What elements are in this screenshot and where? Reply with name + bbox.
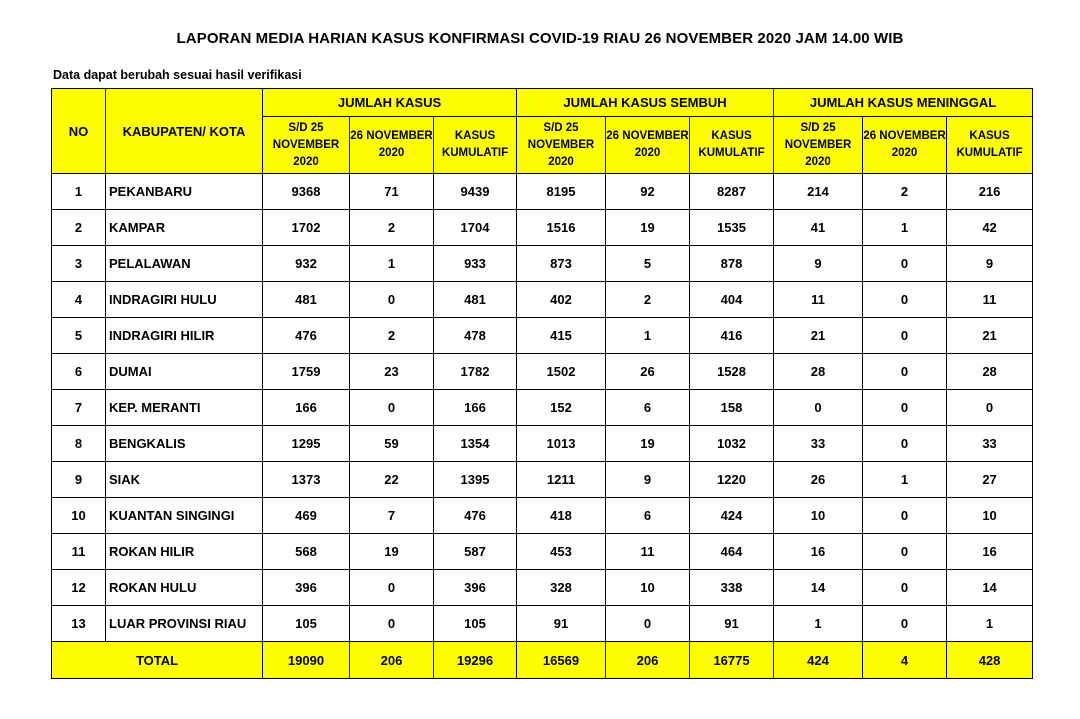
cell-deaths-cumulative: 14 xyxy=(947,570,1033,606)
cell-cases-today: 59 xyxy=(350,426,434,462)
cell-no: 7 xyxy=(52,390,106,426)
cell-cases-prev: 568 xyxy=(263,534,350,570)
cell-cases-today: 0 xyxy=(350,570,434,606)
table-row xyxy=(52,318,1033,354)
cell-recovered-prev: 1013 xyxy=(517,426,606,462)
cell-deaths-today: 0 xyxy=(863,534,947,570)
cell-cases-cumulative: 1782 xyxy=(434,354,517,390)
cell-cases-prev: 1373 xyxy=(263,462,350,498)
cell-deaths-today: 0 xyxy=(863,426,947,462)
cell-deaths-cumulative: 28 xyxy=(947,354,1033,390)
cell-cases-cumulative: 396 xyxy=(434,570,517,606)
table-row xyxy=(52,354,1033,390)
cell-recovered-today: 5 xyxy=(606,246,690,282)
table-row xyxy=(52,462,1033,498)
cell-recovered-today: 19 xyxy=(606,210,690,246)
header-group-deaths: JUMLAH KASUS MENINGGAL xyxy=(774,89,1033,117)
cell-deaths-today: 1 xyxy=(863,462,947,498)
total-cases-prev: 19090 xyxy=(263,642,350,679)
cell-cases-prev: 396 xyxy=(263,570,350,606)
cell-recovered-today: 2 xyxy=(606,282,690,318)
cell-region: INDRAGIRI HULU xyxy=(106,282,263,318)
header-recovered-prev: S/D 25 NOVEMBER 2020 xyxy=(517,117,606,174)
cell-cases-prev: 1295 xyxy=(263,426,350,462)
cell-recovered-prev: 453 xyxy=(517,534,606,570)
cell-region: ROKAN HILIR xyxy=(106,534,263,570)
header-cases-today: 26 NOVEMBER 2020 xyxy=(350,117,434,174)
cell-recovered-cumulative: 878 xyxy=(690,246,774,282)
table-row xyxy=(52,498,1033,534)
total-deaths-cumulative: 428 xyxy=(947,642,1033,679)
cell-region: ROKAN HULU xyxy=(106,570,263,606)
cell-deaths-today: 0 xyxy=(863,570,947,606)
total-cases-cumulative: 19296 xyxy=(434,642,517,679)
cell-deaths-cumulative: 21 xyxy=(947,318,1033,354)
cell-deaths-prev: 9 xyxy=(774,246,863,282)
cell-cases-prev: 476 xyxy=(263,318,350,354)
header-cases-prev: S/D 25 NOVEMBER 2020 xyxy=(263,117,350,174)
cell-region: KAMPAR xyxy=(106,210,263,246)
cell-deaths-prev: 11 xyxy=(774,282,863,318)
cell-cases-prev: 481 xyxy=(263,282,350,318)
total-deaths-today: 4 xyxy=(863,642,947,679)
cell-region: PEKANBARU xyxy=(106,174,263,210)
header-group-row xyxy=(52,89,1033,117)
cell-recovered-prev: 1502 xyxy=(517,354,606,390)
cell-cases-cumulative: 1704 xyxy=(434,210,517,246)
table-row xyxy=(52,282,1033,318)
cell-recovered-today: 19 xyxy=(606,426,690,462)
cell-cases-today: 0 xyxy=(350,390,434,426)
cell-recovered-today: 0 xyxy=(606,606,690,642)
cell-deaths-cumulative: 27 xyxy=(947,462,1033,498)
cell-recovered-today: 9 xyxy=(606,462,690,498)
cell-region: BENGKALIS xyxy=(106,426,263,462)
cell-recovered-cumulative: 8287 xyxy=(690,174,774,210)
table-row xyxy=(52,246,1033,282)
cell-deaths-prev: 41 xyxy=(774,210,863,246)
table-row xyxy=(52,426,1033,462)
cell-recovered-prev: 415 xyxy=(517,318,606,354)
cell-cases-prev: 166 xyxy=(263,390,350,426)
cell-deaths-today: 0 xyxy=(863,498,947,534)
cell-cases-today: 2 xyxy=(350,318,434,354)
cell-deaths-cumulative: 33 xyxy=(947,426,1033,462)
cell-deaths-prev: 26 xyxy=(774,462,863,498)
cell-no: 11 xyxy=(52,534,106,570)
cell-cases-prev: 1702 xyxy=(263,210,350,246)
cell-recovered-today: 1 xyxy=(606,318,690,354)
cell-cases-prev: 9368 xyxy=(263,174,350,210)
cell-deaths-prev: 0 xyxy=(774,390,863,426)
cell-cases-cumulative: 1395 xyxy=(434,462,517,498)
header-recovered-cumulative: KASUS KUMULATIF xyxy=(690,117,774,174)
header-cases-cumulative: KASUS KUMULATIF xyxy=(434,117,517,174)
cell-deaths-cumulative: 10 xyxy=(947,498,1033,534)
cell-cases-today: 0 xyxy=(350,606,434,642)
cell-deaths-cumulative: 16 xyxy=(947,534,1033,570)
header-deaths-prev: S/D 25 NOVEMBER 2020 xyxy=(774,117,863,174)
cell-no: 9 xyxy=(52,462,106,498)
cell-recovered-cumulative: 158 xyxy=(690,390,774,426)
cell-no: 8 xyxy=(52,426,106,462)
cell-cases-cumulative: 166 xyxy=(434,390,517,426)
cell-deaths-today: 0 xyxy=(863,318,947,354)
cell-deaths-cumulative: 42 xyxy=(947,210,1033,246)
cell-cases-today: 2 xyxy=(350,210,434,246)
total-recovered-cumulative: 16775 xyxy=(690,642,774,679)
table-row xyxy=(52,210,1033,246)
table-row xyxy=(52,534,1033,570)
cell-deaths-prev: 10 xyxy=(774,498,863,534)
cell-recovered-cumulative: 338 xyxy=(690,570,774,606)
header-region: KABUPATEN/ KOTA xyxy=(106,89,263,174)
cell-recovered-cumulative: 1528 xyxy=(690,354,774,390)
cell-cases-cumulative: 933 xyxy=(434,246,517,282)
cell-deaths-prev: 16 xyxy=(774,534,863,570)
cell-recovered-prev: 328 xyxy=(517,570,606,606)
cell-no: 6 xyxy=(52,354,106,390)
cell-deaths-cumulative: 11 xyxy=(947,282,1033,318)
cell-cases-cumulative: 9439 xyxy=(434,174,517,210)
cell-cases-today: 23 xyxy=(350,354,434,390)
header-no: NO xyxy=(52,89,106,174)
header-deaths-today: 26 NOVEMBER 2020 xyxy=(863,117,947,174)
cell-recovered-cumulative: 464 xyxy=(690,534,774,570)
cell-deaths-prev: 28 xyxy=(774,354,863,390)
cell-deaths-prev: 33 xyxy=(774,426,863,462)
table-row xyxy=(52,390,1033,426)
cell-region: DUMAI xyxy=(106,354,263,390)
cell-deaths-today: 0 xyxy=(863,282,947,318)
cell-deaths-prev: 1 xyxy=(774,606,863,642)
cell-no: 3 xyxy=(52,246,106,282)
cell-region: SIAK xyxy=(106,462,263,498)
cell-recovered-today: 11 xyxy=(606,534,690,570)
cell-recovered-prev: 91 xyxy=(517,606,606,642)
cell-recovered-prev: 418 xyxy=(517,498,606,534)
table-row xyxy=(52,570,1033,606)
cell-cases-prev: 932 xyxy=(263,246,350,282)
covid-report-table xyxy=(51,88,1033,679)
cell-deaths-today: 0 xyxy=(863,246,947,282)
cell-deaths-today: 0 xyxy=(863,390,947,426)
cell-deaths-today: 2 xyxy=(863,174,947,210)
cell-no: 5 xyxy=(52,318,106,354)
total-row xyxy=(52,642,1033,679)
header-recovered-today: 26 NOVEMBER 2020 xyxy=(606,117,690,174)
cell-cases-prev: 469 xyxy=(263,498,350,534)
header-deaths-cumulative: KASUS KUMULATIF xyxy=(947,117,1033,174)
cell-cases-cumulative: 476 xyxy=(434,498,517,534)
cell-recovered-today: 92 xyxy=(606,174,690,210)
cell-recovered-cumulative: 416 xyxy=(690,318,774,354)
cell-no: 4 xyxy=(52,282,106,318)
table-body xyxy=(52,174,1033,679)
cell-region: KEP. MERANTI xyxy=(106,390,263,426)
cell-deaths-prev: 214 xyxy=(774,174,863,210)
cell-recovered-cumulative: 404 xyxy=(690,282,774,318)
cell-recovered-today: 6 xyxy=(606,498,690,534)
cell-cases-prev: 105 xyxy=(263,606,350,642)
cell-recovered-prev: 8195 xyxy=(517,174,606,210)
header-group-cases: JUMLAH KASUS xyxy=(263,89,517,117)
cell-no: 2 xyxy=(52,210,106,246)
cell-cases-today: 19 xyxy=(350,534,434,570)
cell-recovered-cumulative: 1032 xyxy=(690,426,774,462)
total-deaths-prev: 424 xyxy=(774,642,863,679)
table-row xyxy=(52,606,1033,642)
cell-deaths-today: 0 xyxy=(863,606,947,642)
cell-cases-cumulative: 105 xyxy=(434,606,517,642)
cell-cases-today: 22 xyxy=(350,462,434,498)
cell-region: KUANTAN SINGINGI xyxy=(106,498,263,534)
cell-deaths-cumulative: 1 xyxy=(947,606,1033,642)
table-row xyxy=(52,174,1033,210)
page-title: LAPORAN MEDIA HARIAN KASUS KONFIRMASI COVID-19 RIAU 26 NOVEMBER 2020 JAM 14.00 WIB xyxy=(176,30,904,47)
cell-region: INDRAGIRI HILIR xyxy=(106,318,263,354)
cell-cases-today: 0 xyxy=(350,282,434,318)
cell-deaths-prev: 21 xyxy=(774,318,863,354)
cell-recovered-cumulative: 1535 xyxy=(690,210,774,246)
cell-region: PELALAWAN xyxy=(106,246,263,282)
cell-recovered-today: 10 xyxy=(606,570,690,606)
total-recovered-today: 206 xyxy=(606,642,690,679)
cell-deaths-cumulative: 216 xyxy=(947,174,1033,210)
total-cases-today: 206 xyxy=(350,642,434,679)
cell-cases-today: 71 xyxy=(350,174,434,210)
cell-cases-cumulative: 587 xyxy=(434,534,517,570)
cell-deaths-cumulative: 0 xyxy=(947,390,1033,426)
cell-cases-prev: 1759 xyxy=(263,354,350,390)
cell-recovered-today: 6 xyxy=(606,390,690,426)
total-label: TOTAL xyxy=(52,642,263,679)
cell-recovered-prev: 152 xyxy=(517,390,606,426)
cell-recovered-prev: 1211 xyxy=(517,462,606,498)
cell-recovered-today: 26 xyxy=(606,354,690,390)
cell-cases-today: 7 xyxy=(350,498,434,534)
cell-deaths-prev: 14 xyxy=(774,570,863,606)
cell-cases-today: 1 xyxy=(350,246,434,282)
total-recovered-prev: 16569 xyxy=(517,642,606,679)
cell-deaths-today: 1 xyxy=(863,210,947,246)
cell-recovered-cumulative: 424 xyxy=(690,498,774,534)
cell-no: 10 xyxy=(52,498,106,534)
cell-recovered-cumulative: 1220 xyxy=(690,462,774,498)
cell-deaths-cumulative: 9 xyxy=(947,246,1033,282)
cell-deaths-today: 0 xyxy=(863,354,947,390)
cell-cases-cumulative: 481 xyxy=(434,282,517,318)
cell-cases-cumulative: 1354 xyxy=(434,426,517,462)
cell-region: LUAR PROVINSI RIAU xyxy=(106,606,263,642)
cell-cases-cumulative: 478 xyxy=(434,318,517,354)
cell-no: 13 xyxy=(52,606,106,642)
header-group-recovered: JUMLAH KASUS SEMBUH xyxy=(517,89,774,117)
cell-no: 1 xyxy=(52,174,106,210)
cell-recovered-cumulative: 91 xyxy=(690,606,774,642)
verification-note: Data dapat berubah sesuai hasil verifikasi xyxy=(53,68,302,82)
cell-recovered-prev: 1516 xyxy=(517,210,606,246)
cell-no: 12 xyxy=(52,570,106,606)
cell-recovered-prev: 402 xyxy=(517,282,606,318)
cell-recovered-prev: 873 xyxy=(517,246,606,282)
